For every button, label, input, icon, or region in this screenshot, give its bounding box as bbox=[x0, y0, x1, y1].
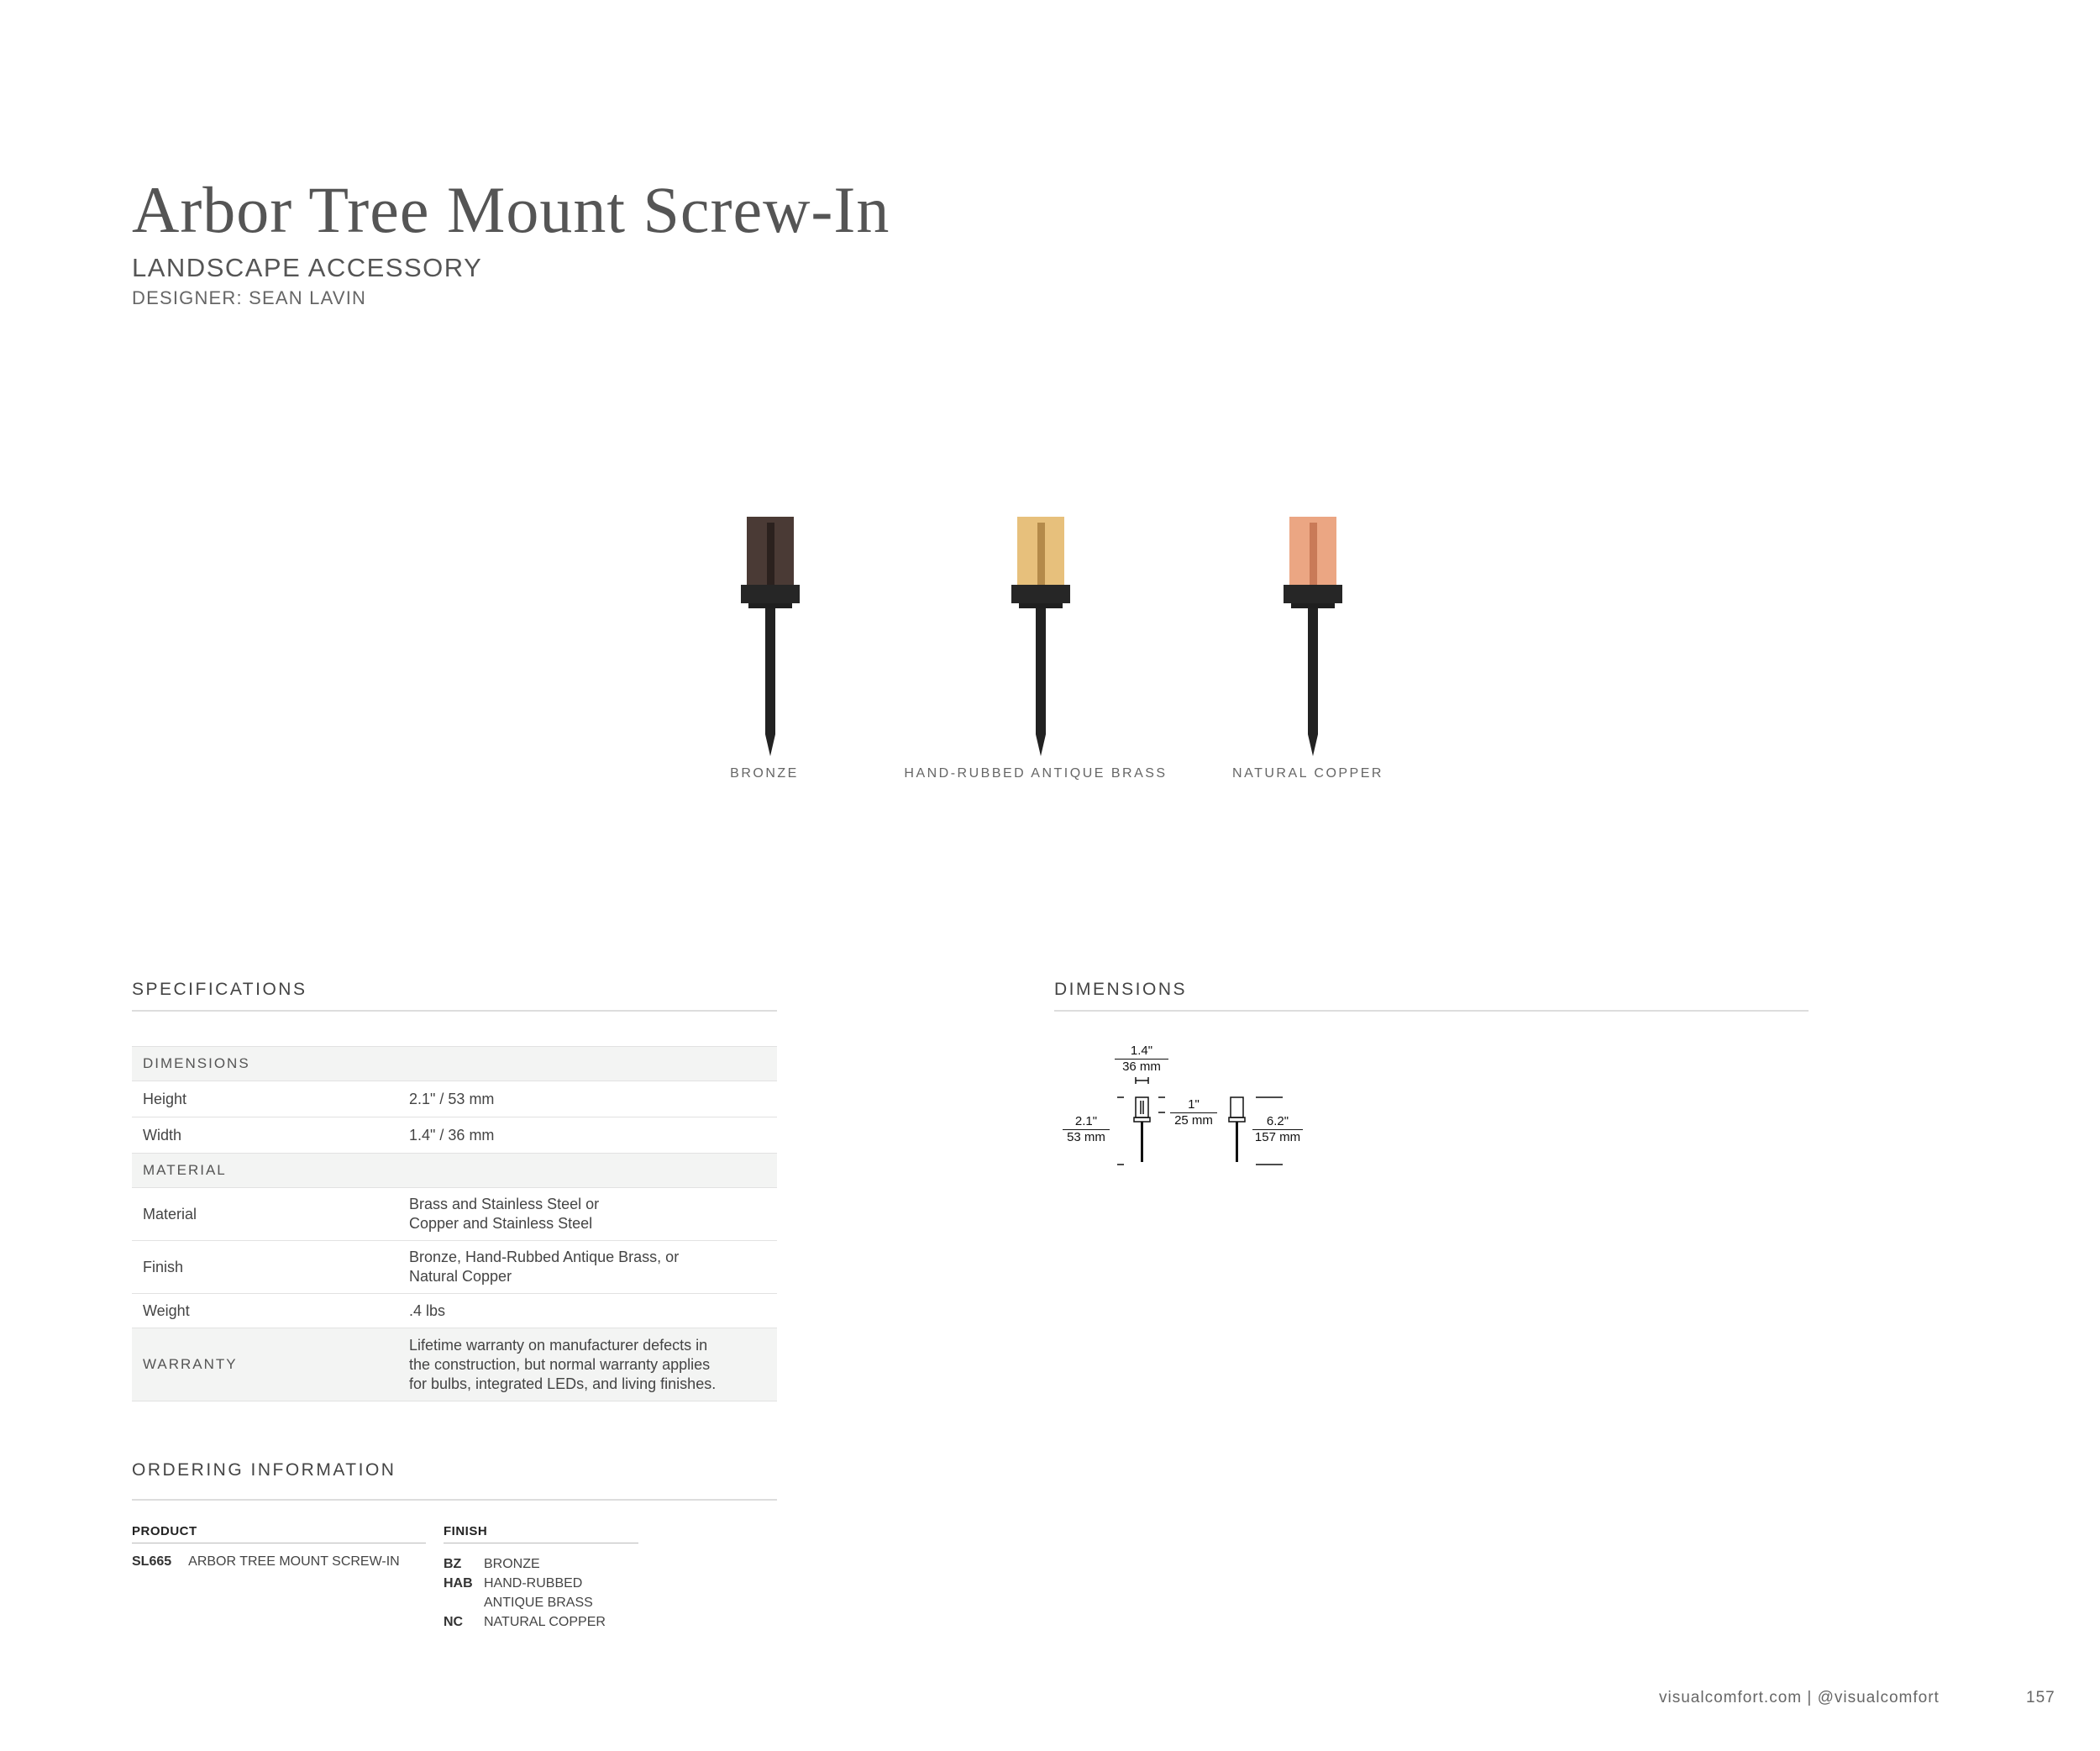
dimension-line-art bbox=[1063, 1042, 1315, 1176]
finish-option-nc: NC NATURAL COPPER bbox=[444, 1615, 606, 1629]
footer-site-link[interactable]: visualcomfort.com | @visualcomfort bbox=[1659, 1689, 1940, 1706]
finish-label-natural-copper: NATURAL COPPER bbox=[1232, 766, 1383, 781]
product-image-antique-brass bbox=[991, 513, 1092, 765]
dimensions-heading: DIMENSIONS bbox=[1054, 980, 1188, 999]
dim-head-label: 1" 25 mm bbox=[1170, 1097, 1217, 1128]
spec-group-dimensions: DIMENSIONS bbox=[132, 1046, 777, 1081]
page-number: 157 bbox=[2026, 1689, 2055, 1706]
finish-option-bz: BZ BRONZE bbox=[444, 1557, 540, 1571]
dimensions-rule bbox=[1054, 1010, 1809, 1012]
product-image-bronze bbox=[721, 513, 822, 765]
spec-group-material: MATERIAL bbox=[132, 1154, 777, 1188]
spec-row-warranty: WARRANTY Lifetime warranty on manufacturer defects in the construction, but normal warranty applies for bulbs, integrated LEDs, and living finishes. bbox=[132, 1328, 777, 1401]
ordering-heading: ORDERING INFORMATION bbox=[132, 1460, 396, 1480]
ordering-finish-list bbox=[444, 1554, 606, 1632]
product-name: ARBOR TREE MOUNT SCREW-IN bbox=[188, 1554, 400, 1569]
dim-height-label: 2.1" 53 mm bbox=[1063, 1114, 1110, 1145]
page-title: Arbor Tree Mount Screw-In bbox=[132, 173, 890, 246]
specifications-heading: SPECIFICATIONS bbox=[132, 980, 307, 999]
product-code: SL665 bbox=[132, 1554, 172, 1569]
specifications-table bbox=[132, 1046, 777, 1401]
dim-width-label: 1.4" 36 mm bbox=[1115, 1044, 1168, 1075]
finish-label-antique-brass: HAND-RUBBED ANTIQUE BRASS bbox=[904, 766, 1168, 781]
spec-row-finish: Finish Bronze, Hand-Rubbed Antique Brass, or Natural Copper bbox=[132, 1241, 777, 1294]
ordering-rule bbox=[132, 1499, 777, 1501]
ordering-product-header: PRODUCT bbox=[132, 1524, 197, 1538]
ordering-finish-header: FINISH bbox=[444, 1524, 488, 1538]
product-category: LANDSCAPE ACCESSORY bbox=[132, 253, 483, 282]
designer-credit: DESIGNER: SEAN LAVIN bbox=[132, 287, 367, 308]
finish-label-bronze: BRONZE bbox=[730, 766, 799, 781]
dim-overall-label: 6.2" 157 mm bbox=[1252, 1114, 1303, 1145]
spec-row-height: Height 2.1" / 53 mm bbox=[132, 1081, 777, 1117]
specifications-rule bbox=[132, 1010, 777, 1012]
ordering-product-row bbox=[132, 1554, 400, 1570]
finish-option-hab: HAB HAND-RUBBED ANTIQUE BRASS bbox=[444, 1576, 593, 1610]
spec-row-weight: Weight .4 lbs bbox=[132, 1294, 777, 1328]
product-image-natural-copper bbox=[1263, 513, 1364, 765]
spec-row-material: Material Brass and Stainless Steel or Copper and Stainless Steel bbox=[132, 1188, 777, 1241]
dimension-drawing bbox=[1063, 1042, 1315, 1176]
spec-row-width: Width 1.4" / 36 mm bbox=[132, 1117, 777, 1154]
